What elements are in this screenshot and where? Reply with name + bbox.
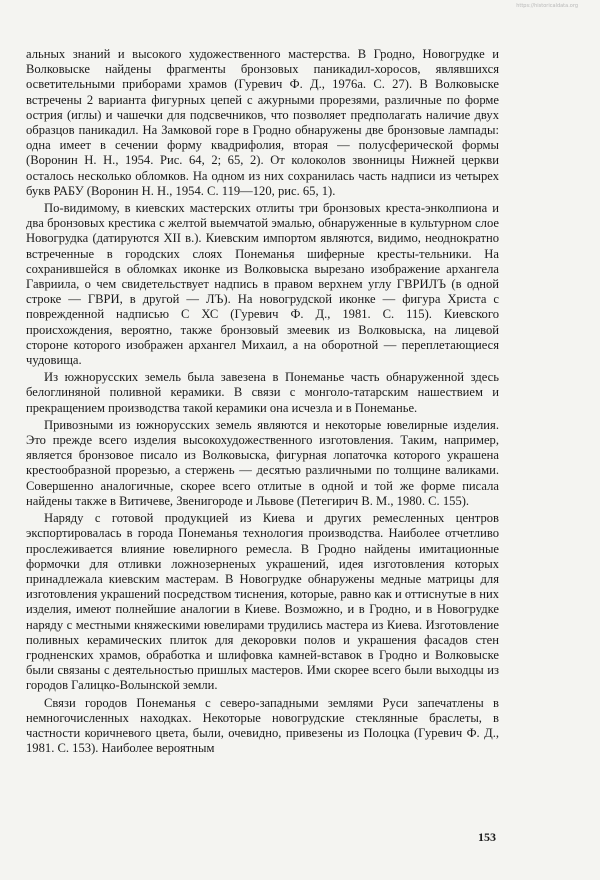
paragraph-5: Наряду с готовой продукцией из Киева и других ремесленных центров экспортировалась в города Понеманья технология производства. Наиболее отчетливо прослеживается влияние ювелирного ремесла. В Гродно найдены имитационные формочки для отливки ложнозерненых украшений, идея изготовления которых принадлежала киевским мастерам. В Новогрудке обнаружены медные матрицы для изготовления украшений посредством тиснения, которые, равно как и оттиснутые в них изделия, имеют полнейшие аналогии в Киеве. Возможно, и в Гродно, и в Новогрудке наряду с местными княжескими ювелирами трудились мастера из Киева. Изготовление поливных керамических плиток для декоровки полов и украшения фасадов стен гродненских храмов, обработка и шлифовка камней-вставок в Гродно и Волковыске были связаны с деятельностью пришлых мастеров. Ими скорее всего были выходцы из городов Галицко-Волынской земли. <box>26 511 499 693</box>
page-number: 153 <box>478 830 496 844</box>
body-text <box>26 47 499 758</box>
paragraph-1: альных знаний и высокого художественного мастерства. В Гродно, Новогрудке и Волковыске найдены фрагменты бронзовых паникадил-хоросов, являвшихся осветительными приборами храмов (Гуревич Ф. Д., 1976а. С. 27). В Волковыске встречены 2 варианта фигурных цепей с ажурными прорезями, различные по форме острия (иглы) и чашечки для подсвечников, что позволяет предполагать наличие двух образцов паникадил. На Замковой горе в Гродно обнаружены две бронзовые лампады: одна имеет в сечении форму квадрифолия, вторая — полусферической формы (Воронин Н. Н., 1954. Рис. 64, 2; 65, 2). От колоколов звонницы Нижней церкви осталось несколько обломков. На одном из них сохранилась часть надписи из четырех букв РАБУ (Воронин Н. Н., 1954. С. 119—120, рис. 65, 1). <box>26 47 499 198</box>
paragraph-2: По-видимому, в киевских мастерских отлиты три бронзовых креста-энколпиона и два бронзовых крестика с желтой выемчатой эмалью, обнаруженные в культурном слое Новогрудка (датируются XII в.). Киевским импортом являются, видимо, неоднократно встреченные в городских слоях Понеманья шиферные кресты-тельники. На сохранившейся в обломках иконке из Волковыска вырезано изображение архангела Гавриила, о чем свидетельствует надпись в правом верхнем углу ГВРИЛЪ (в одной строке — ГВРИ, в другой — ЛЪ). На новогрудской иконке — фигура Христа с поврежденной надписью С ХС (Гуревич Ф. Д., 1981. С. 115). Киевского происхождения, вероятно, также бронзовый змеевик из Волковыска, на лицевой стороне которого изображен архангел Михаил, а на оборотной — переплетающиеся чудовища. <box>26 201 499 368</box>
paragraph-3: Из южнорусских земель была завезена в Понеманье часть обнаруженной здесь белоглиняной поливной керамики. В связи с монголо-татарским нашествием и прекращением производства такой керамики она исчезла и в Понеманье. <box>26 370 499 415</box>
watermark-url: https://historicaldata.org <box>516 3 578 9</box>
paragraph-6: Связи городов Понеманья с северо-западными землями Руси запечатлены в немногочисленных находках. Некоторые новогрудские стеклянные браслеты, в частности коричневого цвета, были, очевидно, привезены из Полоцка (Гуревич Ф. Д., 1981. С. 153). Наиболее вероятным <box>26 695 499 756</box>
paragraph-4: Привозными из южнорусских земель являются и некоторые ювелирные изделия. Это прежде всего изделия высокохудожественного изготовления. Таким, например, является бронзовое писало из Волковыска, фигурная лопаточка которого украшена крестообразной прорезью, а стержень — десятью различными по толщине валиками. Совершенно аналогичные, скорее всего отлитые в одной и той же форме писала найдены также в Витичеве, Звенигороде и Львове (Петегирич В. М., 1980. С. 155). <box>26 417 499 508</box>
